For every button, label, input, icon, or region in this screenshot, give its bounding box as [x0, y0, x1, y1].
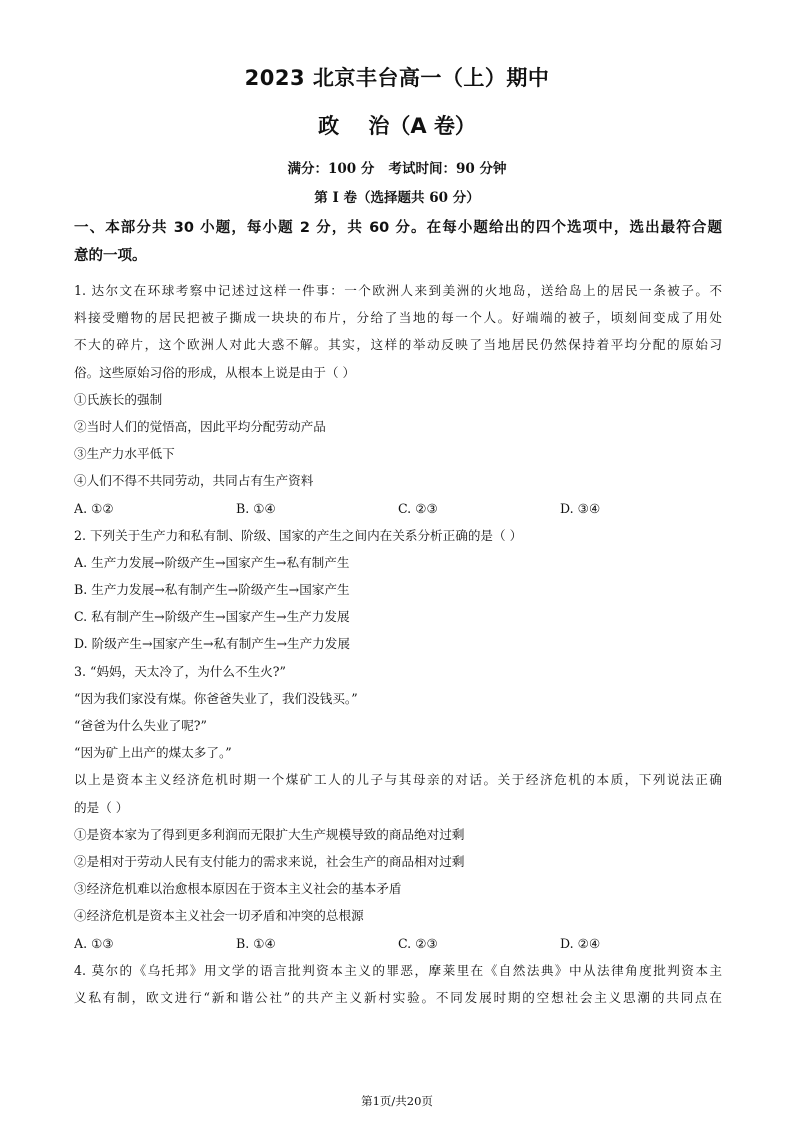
q1-stem-line: 不大的碎片，这个欧洲人对此大惑不解。其实，这样的举动反映了当地居民仍然保持着平均分配的原始习 [74, 337, 722, 353]
q1-option-a: A. ①② [74, 500, 114, 516]
q2-stem: 2. 下列关于生产力和私有制、阶级、国家的产生之间内在关系分析正确的是（ ） [74, 527, 523, 543]
subject-title: 政 治（A 卷） [318, 114, 476, 138]
page-title: 2023 北京丰台高一（上）期中 [244, 66, 550, 90]
question-2 [74, 522, 722, 658]
q3-option-b: B. ①④ [236, 935, 276, 951]
q1-stem-line: 俗。这些原始习俗的形成，从根本上说是由于（ ） [74, 364, 356, 380]
question-1 [74, 277, 722, 522]
q1-item: ②当时人们的觉悟高，因此平均分配劳动产品 [74, 418, 326, 434]
q4-stem-line: 4. 莫尔的《乌托邦》用文学的语言批判资本主义的罪恶，摩莱里在《自然法典》中从法律角度批判资本主 [74, 962, 722, 978]
section-instructions [74, 214, 722, 270]
q3-option-a: A. ①③ [74, 935, 114, 951]
section-line-1: 一、本部分共 30 小题，每小题 2 分，共 60 分。在每小题给出的四个选项中，选出最符合题 [74, 220, 722, 236]
section-line-2: 意的一项。 [74, 248, 147, 264]
exam-meta: 满分：100 分 考试时间：90 分钟 [287, 161, 507, 177]
q3-dialog-line: “因为矿上出产的煤太多了。” [74, 745, 232, 761]
q1-item: ③生产力水平低下 [74, 446, 175, 462]
q1-stem-line: 1. 达尔文在环球考察中记述过这样一件事：一个欧洲人来到美洲的火地岛，送给岛上的居民一条被子。不 [74, 283, 722, 298]
q2-option-b: B. 生产力发展→私有制产生→阶级产生→国家产生 [74, 582, 350, 598]
q1-item: ④人们不得不共同劳动，共同占有生产资料 [74, 473, 314, 489]
question-3 [74, 658, 722, 957]
q4-stem-line: 义私有制，欧文进行“新和谐公社”的共产主义新村实验。不同发展时期的空想社会主义思潮的共同点在 [74, 989, 722, 1005]
q3-dialog-line: “爸爸为什么失业了呢?” [74, 718, 207, 733]
q3-options [74, 930, 722, 957]
q1-stem-line: 料接受赠物的居民把被子撕成一块块的布片，分给了当地的每一个人。好端端的被子，顷刻间变成了用处 [74, 310, 722, 326]
q1-option-d: D. ③④ [560, 500, 601, 516]
question-4 [74, 957, 722, 1011]
q3-option-c: C. ②③ [398, 935, 438, 951]
q3-stem-line: 以上是资本主义经济危机时期一个煤矿工人的儿子与其母亲的对话。关于经济危机的本质，下列说法正确 [74, 772, 722, 788]
q1-option-b: B. ①④ [236, 500, 276, 516]
q2-option-a: A. 生产力发展→阶级产生→国家产生→私有制产生 [74, 554, 350, 570]
q3-dialog-line: “因为我们家没有煤。你爸爸失业了，我们没钱买。” [74, 690, 358, 706]
q3-dialog-line: 3. “妈妈，天太冷了，为什么不生火?” [74, 663, 286, 679]
q3-stem-line: 的是（ ） [74, 799, 129, 815]
q3-option-d: D. ②④ [560, 935, 601, 951]
q1-options [74, 495, 722, 522]
q2-option-c: C. 私有制产生→阶级产生→国家产生→生产力发展 [74, 609, 350, 625]
q1-item: ①氏族长的强制 [74, 391, 163, 407]
q2-option-d: D. 阶级产生→国家产生→私有制产生→生产力发展 [74, 636, 350, 652]
questions [74, 277, 722, 1011]
q3-item: ③经济危机难以治愈根本原因在于资本主义社会的基本矛盾 [74, 881, 402, 897]
q1-option-c: C. ②③ [398, 500, 438, 516]
q3-item: ①是资本家为了得到更多利润而无限扩大生产规模导致的商品绝对过剩 [74, 826, 465, 842]
q3-item: ②是相对于劳动人民有支付能力的需求来说，社会生产的商品相对过剩 [74, 853, 465, 869]
page-number: 第1页/共20页 [361, 1094, 433, 1108]
q3-item: ④经济危机是资本主义社会一切矛盾和冲突的总根源 [74, 908, 364, 924]
volume-heading: 第 I 卷（选择题共 60 分） [314, 190, 480, 206]
